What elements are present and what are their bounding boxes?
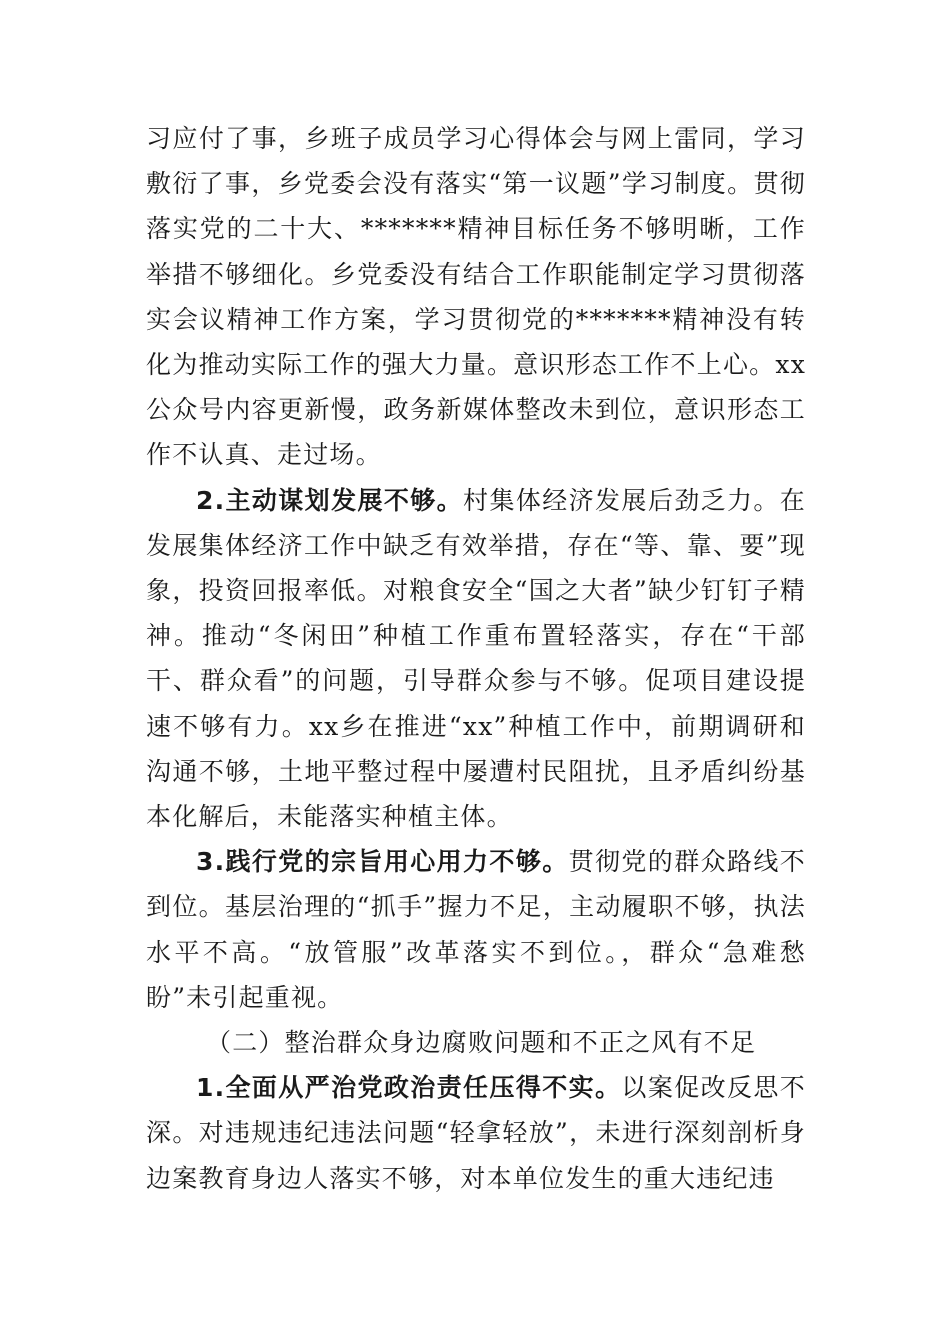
paragraph-text: 以案促改反思不深。对违规违纪违法问题“轻拿轻放”，未进行深刻剖析身边案教育身边人落实不够，对本单位发生的重大违纪违 xyxy=(146,1073,806,1193)
paragraph-item-3 xyxy=(146,839,806,1020)
document-page xyxy=(146,116,806,1201)
paragraph-lead: 3.践行党的宗旨用心用力不够。 xyxy=(196,847,569,877)
paragraph-text: 贯彻党的群众路线不到位。基层治理的“抓手”握力不足，主动履职不够，执法水平不高。“放管服”改革落实不到位。，群众“急难愁盼”未引起重视。 xyxy=(146,847,806,1012)
paragraph-lead: 2.主动谋划发展不够。 xyxy=(196,485,464,515)
paragraph-item-1 xyxy=(146,1065,806,1201)
paragraph-item-2 xyxy=(146,478,806,840)
paragraph-text: 村集体经济发展后劲乏力。在发展集体经济工作中缺乏有效举措，存在“等、靠、要”现象，投资回报率低。对粮食安全“国之大者”缺少钉钉子精神。推动“冬闲田”种植工作重布置轻落实，存在“干部干、群众看”的问题，引导群众参与不够。促项目建设提速不够有力。xx乡在推进“xx”种植工作中，前期调研和沟通不够，土地平整过程中屡遭村民阻扰，且矛盾纠纷基本化解后，未能落实种植主体。 xyxy=(146,485,806,832)
paragraph-continuation xyxy=(146,116,806,478)
section-heading-text: （二）整治群众身边腐败问题和不正之风有不足 xyxy=(206,1028,757,1058)
paragraph-text: 习应付了事，乡班子成员学习心得体会与网上雷同，学习敷衍了事，乡党委会没有落实“第一议题”学习制度。贯彻落实党的二十大、*******精神目标任务不够明晰，工作举措不够细化。乡党委没有结合工作职能制定学习贯彻落实会议精神工作方案，学习贯彻党的*******精神没有转化为推动实际工作的强大力量。意识形态工作不上心。xx公众号内容更新慢，政务新媒体整改未到位，意识形态工作不认真、走过场。 xyxy=(146,124,806,470)
section-heading xyxy=(146,1020,806,1065)
paragraph-lead: 1.全面从严治党政治责任压得不实。 xyxy=(196,1073,622,1103)
